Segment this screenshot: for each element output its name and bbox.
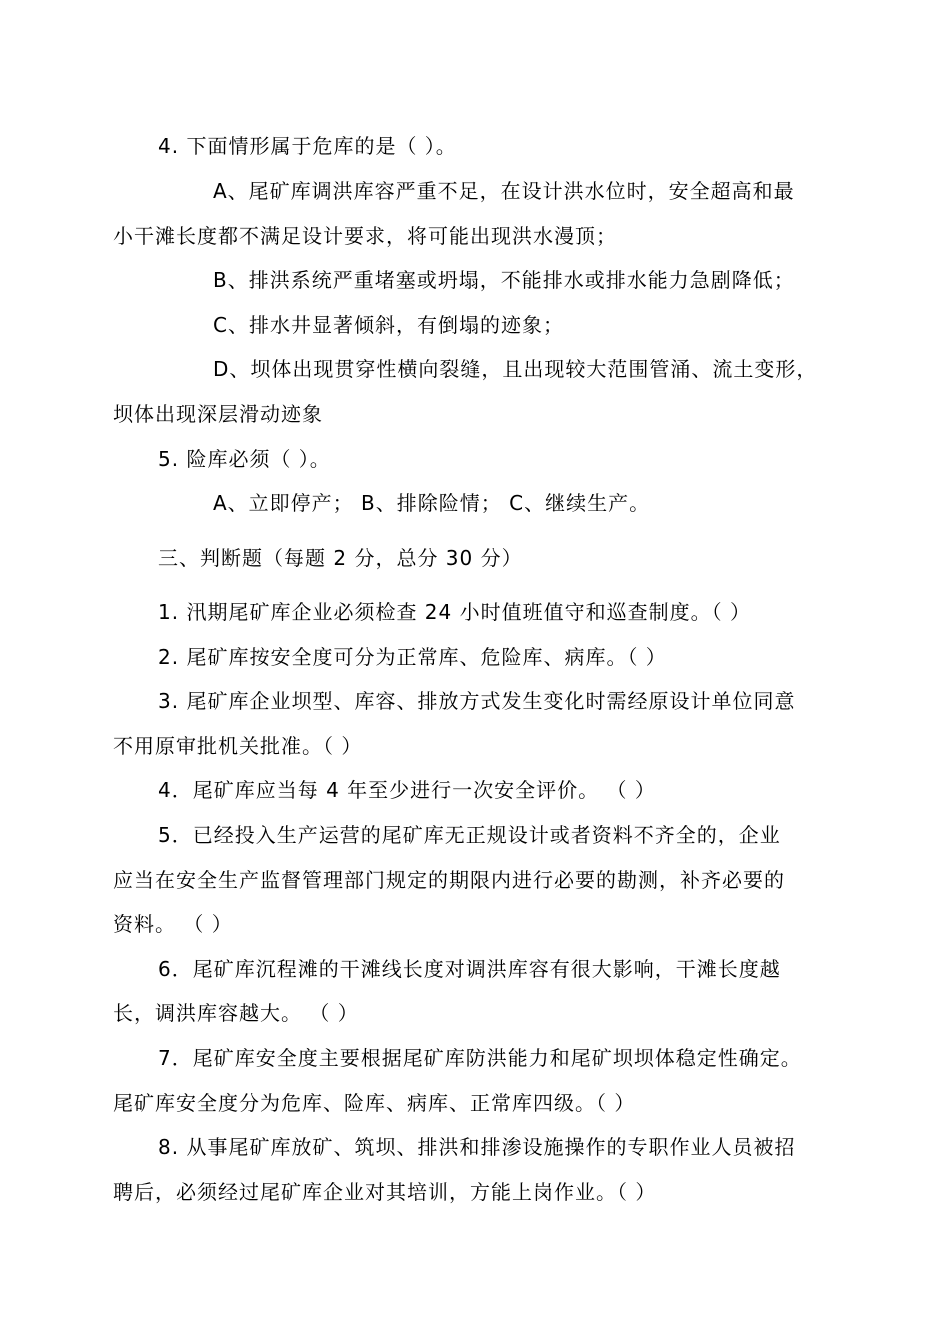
question-4-option-d-continued: 坝体出现深层滑动迹象: [113, 402, 323, 426]
judgement-item-8: 8. 从事尾矿库放矿、筑坝、排洪和排渗设施操作的专职作业人员被招: [158, 1135, 796, 1159]
judgement-item-5-continued: 应当在安全生产监督管理部门规定的期限内进行必要的勘测，补齐必要的: [113, 868, 785, 892]
question-4-option-d: D、坝体出现贯穿性横向裂缝，且出现较大范围管涌、流土变形，: [213, 357, 818, 381]
judgement-item-4: 4．尾矿库应当每 4 年至少进行一次安全评价。 （ ）: [158, 778, 656, 802]
judgement-item-8-continued: 聘后，必须经过尾矿库企业对其培训，方能上岗作业。（ ）: [113, 1180, 657, 1204]
question-4-option-b: B、排洪系统严重堵塞或坍塌，不能排水或排水能力急剧降低；: [213, 268, 795, 292]
judgement-item-6-continued: 长，调洪库容越大。 （ ）: [113, 1001, 359, 1025]
question-4-option-c: C、排水井显著倾斜，有倒塌的迹象；: [213, 313, 564, 337]
judgement-item-3-continued: 不用原审批机关批准。（ ）: [113, 734, 363, 758]
judgement-item-7: 7．尾矿库安全度主要根据尾矿库防洪能力和尾矿坝坝体稳定性确定。: [158, 1046, 802, 1070]
question-4-option-a: A、尾矿库调洪库容严重不足，在设计洪水位时，安全超高和最: [213, 179, 795, 203]
question-4-option-a-continued: 小干滩长度都不满足设计要求，将可能出现洪水漫顶；: [113, 224, 617, 248]
section-3-heading: 三、判断题（每题 2 分，总分 30 分）: [158, 546, 523, 570]
judgement-item-6: 6．尾矿库沉程滩的干滩线长度对调洪库容有很大影响，干滩长度越: [158, 957, 781, 981]
judgement-item-5-continued-2: 资料。 （ ）: [113, 912, 233, 936]
judgement-item-5: 5．已经投入生产运营的尾矿库无正规设计或者资料不齐全的，企业: [158, 823, 781, 847]
judgement-item-1: 1. 汛期尾矿库企业必须检查 24 小时值班值守和巡查制度。（ ）: [158, 600, 751, 624]
judgement-item-7-continued: 尾矿库安全度分为危库、险库、病库、正常库四级。（ ）: [113, 1091, 636, 1115]
question-4-stem: 4. 下面情形属于危库的是（ ）。: [158, 134, 457, 158]
question-5-stem: 5. 险库必须（ ）。: [158, 447, 331, 471]
judgement-item-2: 2. 尾矿库按安全度可分为正常库、危险库、病库。（ ）: [158, 645, 667, 669]
judgement-item-3: 3. 尾矿库企业坝型、库容、排放方式发生变化时需经原设计单位同意: [158, 689, 796, 713]
question-5-options: A、立即停产； B、排除险情； C、继续生产。: [213, 491, 651, 515]
